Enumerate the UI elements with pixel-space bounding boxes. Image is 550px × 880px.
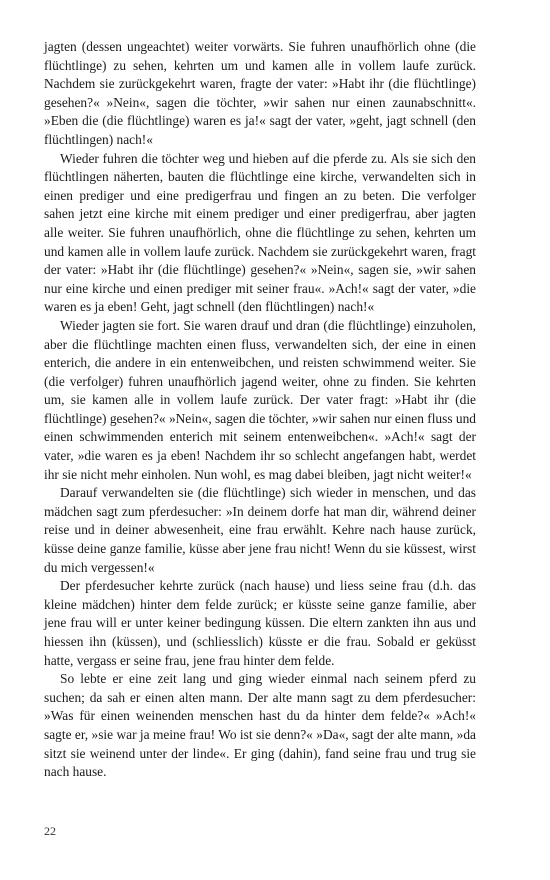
paragraph-4: Darauf verwandelten sie (die flüchtlinge) sich wieder in menschen, und das mädchen sagt zum pferdesucher: »In deinem dorfe hat man dir, während deiner reise und in deiner abwesenheit, eine frau erwählt. Kehre nach hause zurück, küsse deine ganze familie, küsse aber jene frau nicht! Wenn du sie küssest, wirst du mich vergessen!« <box>44 485 476 575</box>
paragraph-5: Der pferdesucher kehrte zurück (nach hause) und liess seine frau (d.h. das kleine mädchen) hinter dem felde zurück; er küsste seine ganze familie, aber jene frau will er unter keiner bedingung küssen. Die eltern zankten ihn aus und hiessen ihn (küssen), und (schliesslich) küsste er die frau. Sobald er geküsst hatte, vergass er seine frau, jene frau hinter dem felde. <box>44 578 476 668</box>
paragraph-1: jagten (dessen ungeachtet) weiter vorwärts. Sie fuhren unaufhörlich ohne (die flüchtlinge) zu sehen, kehrten um und kamen alle in vollem laufe zurück. Nachdem sie zurückgekehrt waren, fragte der vater: »Habt ihr (die flüchtlinge) gesehen?« »Nein«, sagen die töchter, »wir sahen nur einen zaunabschnitt«. »Eben die (die flüchtlinge) waren es ja!« sagt der vater, »geht, jagt schnell (den flüchtlingen) nach!« <box>44 39 476 147</box>
paragraph-6: So lebte er eine zeit lang und ging wieder einmal nach seinem pferd zu suchen; da sah er einen alten mann. Der alte mann sagt zu dem pferdesucher: »Was für einen weinenden menschen hast du da hinter dem felde?« »Ach!« sagte er, »sie war ja meine frau! Wo ist sie denn?« »Da«, sagt der alte mann, »da sitzt sie weinend unter der linde«. Er ging (dahin), fand seine frau und trug sie nach hause. <box>44 671 476 780</box>
paragraph-3: Wieder jagten sie fort. Sie waren drauf und dran (die flüchtlinge) einzuholen, aber die flüchtlinge machten einen fluss, verwandelten sich, der eine in einen enterich, die andere in ein entenweibchen, und reisten schwimmend weiter. Sie (die verfolger) fuhren unaufhörlich jagend weiter, ohne zu finden. Sie kehrten um, sie kamen alle in vollem laufe zurück. Der vater fragt: »Habt ihr (die flüchtlinge) gesehen?« »Nein«, sagen die töchter, »wir sahen nur einen fluss und einen schwimmenden enterich mit seinem entenweibchen«. »Ach!« sagt der vater, »die waren es ja eben! Nachdem ihr so schlecht angefangen habt, werdet ihr sie nicht mehr einholen. Nun wohl, es mag dabei bleiben, jagt nicht weiter!« <box>44 317 476 482</box>
paragraph-2: Wieder fuhren die töchter weg und hieben auf die pferde zu. Als sie sich den flüchtlingen näherten, bauten die flüchtlinge eine kirche, verwandelten sich in einen prediger und eine predigerfrau und fingen an zu beten. Die verfolger sahen jetzt eine kirche mit einem prediger und einer predigerfrau, aber jagten alle weiter. Sie fuhren unaufhörlich, ohne die flüchtlinge zu sehen, kehrten um und kamen alle in vollem laufe zurück. Nachdem sie zurückgekehrt waren, fragt der vater: »Habt ihr (die flüchtlinge) gesehen?« »Nein«, sagen sie, »wir sahen nur eine kirche und einen prediger mit seiner frau«. »Ach!« sagt der vater, »die waren es ja eben! Geht, jagt schnell (den flüchtlingen) nach!« <box>44 150 476 315</box>
page-number: 22 <box>44 824 56 838</box>
page-body <box>44 38 476 782</box>
